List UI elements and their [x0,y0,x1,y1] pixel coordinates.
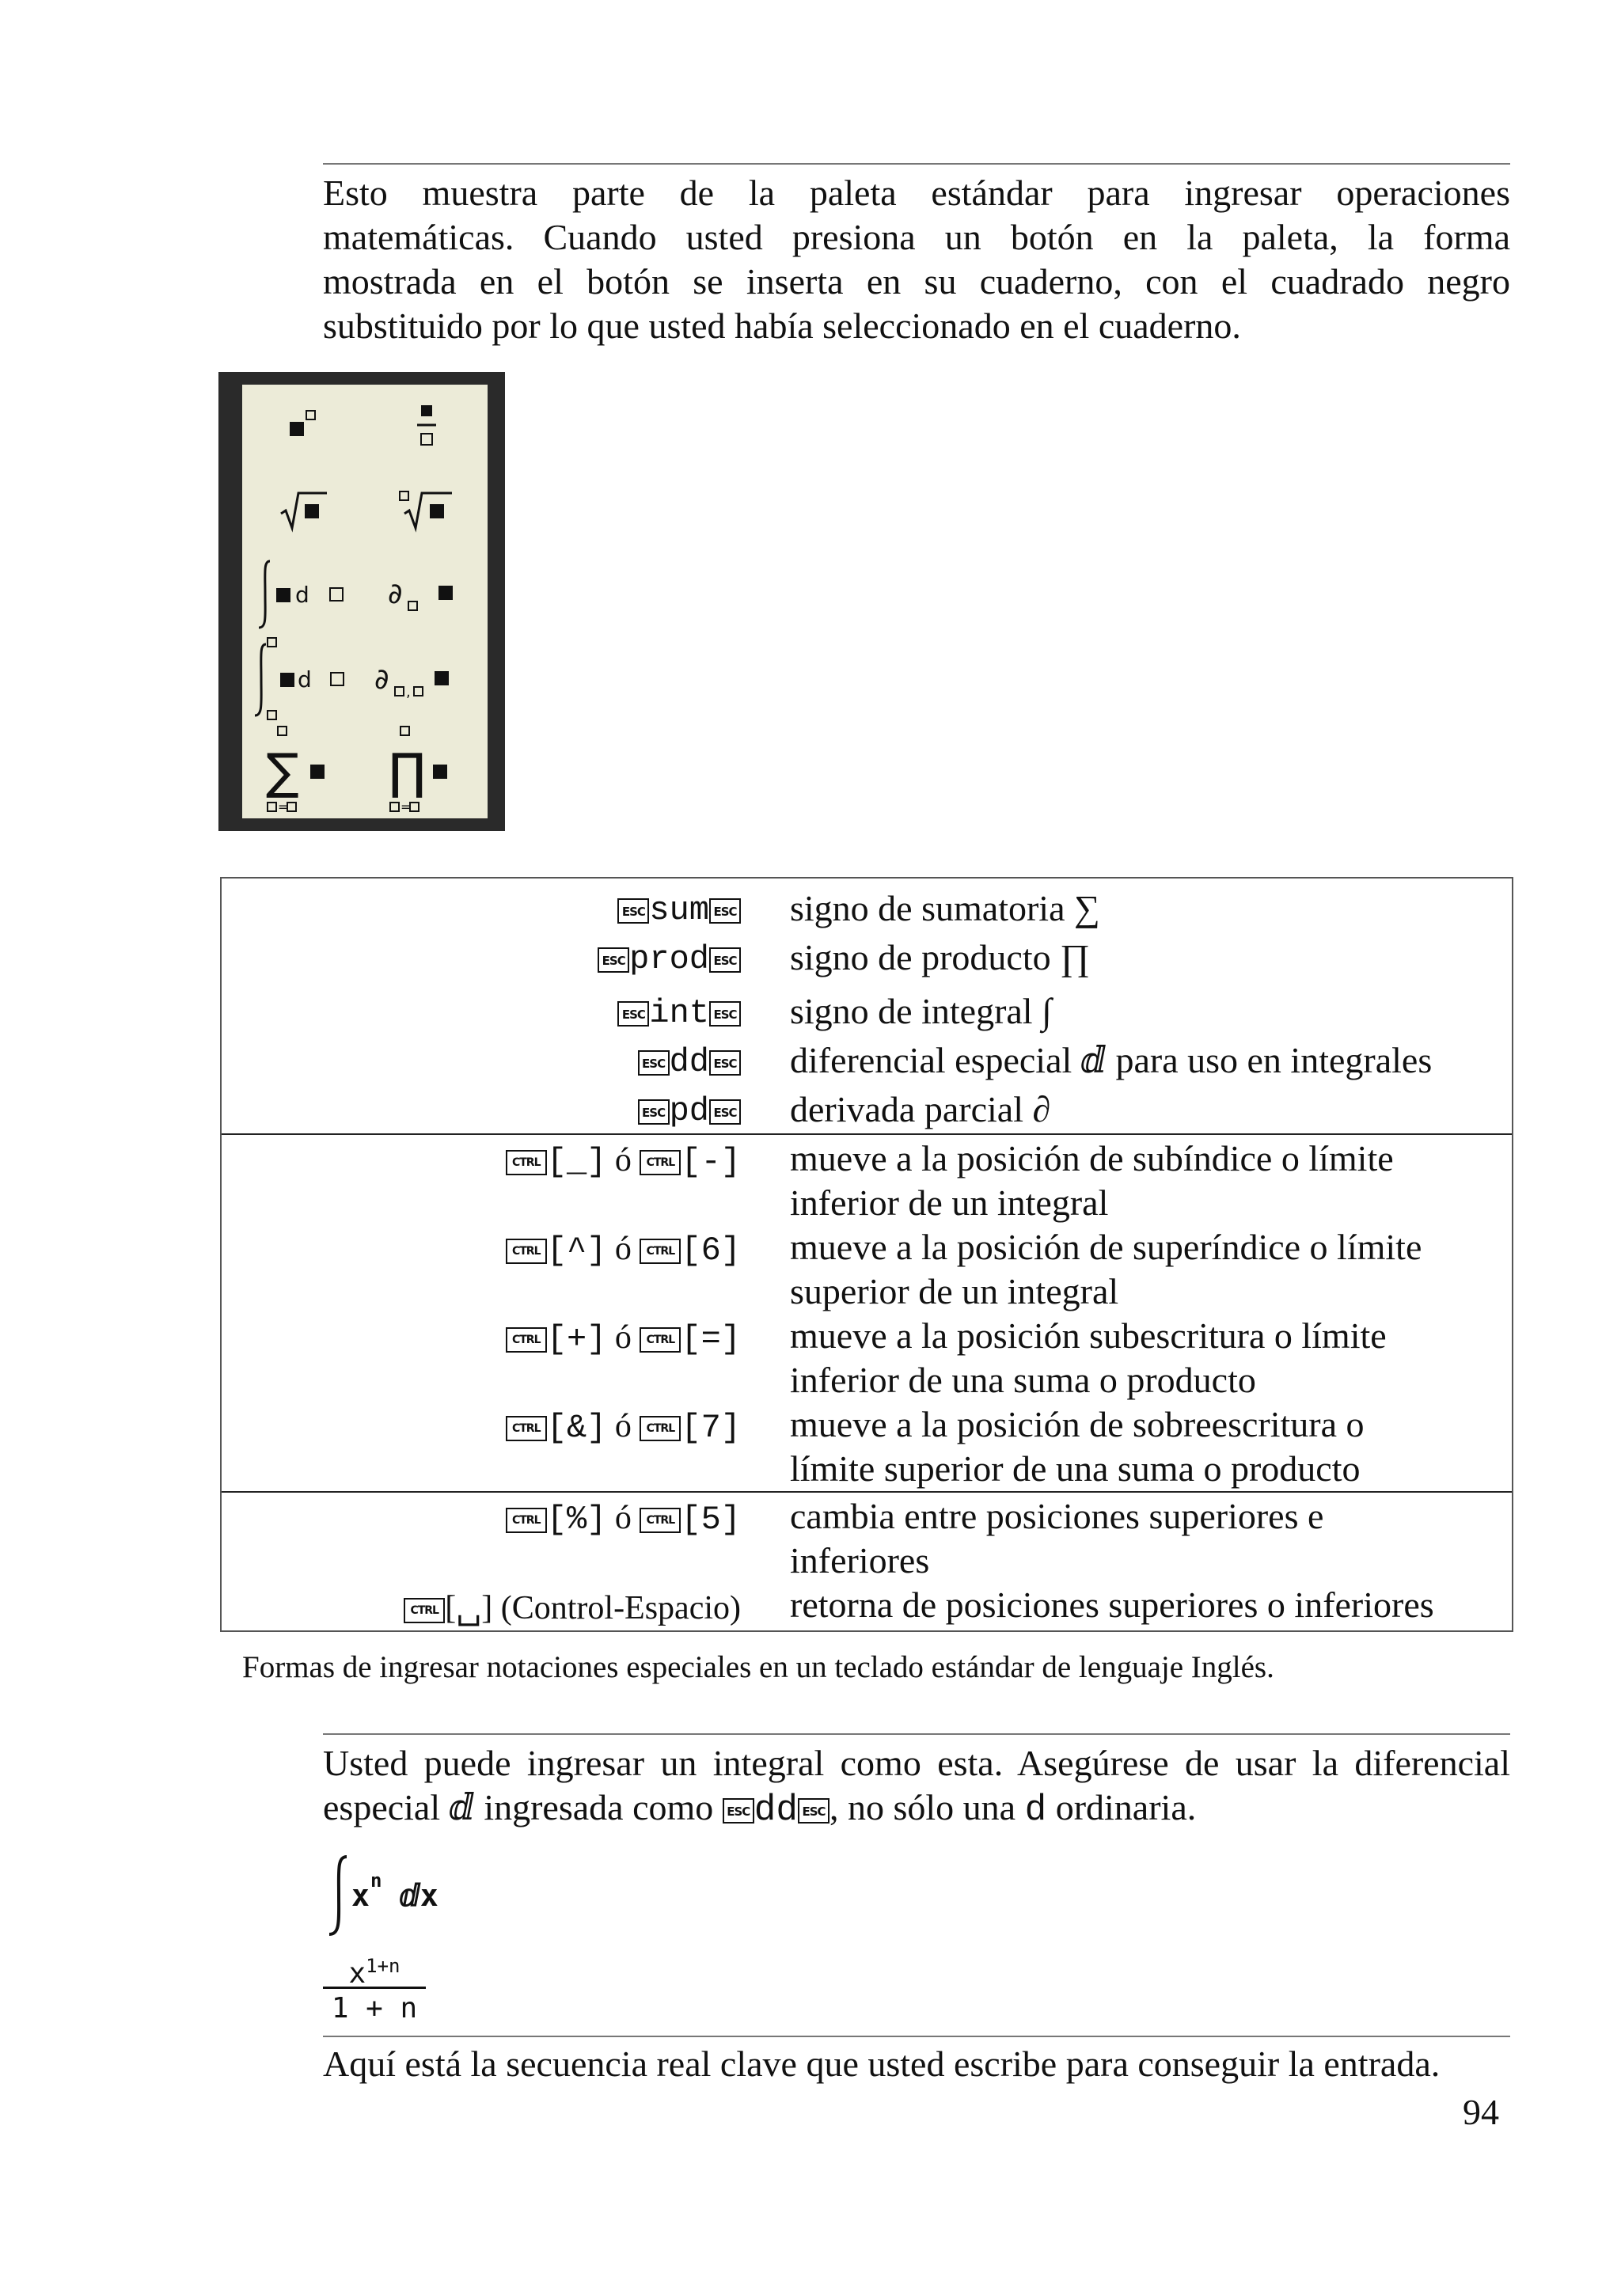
special-input-table [220,877,1513,1632]
nth-root-button[interactable] [365,469,488,552]
esc-code: int [649,994,709,1032]
svg-text:=: = [277,799,288,814]
svg-text:,: , [405,684,411,700]
ctrl-key-icon: CTRL [506,1327,547,1353]
ctrl-key-icon: CTRL [506,1239,547,1264]
svg-text:∂: ∂ [387,578,403,610]
esc-sequence [638,1091,741,1130]
square-root-button[interactable] [242,469,365,552]
esc-sequence [598,939,741,978]
ctrl-key-icon: CTRL [506,1150,547,1175]
desc-text: signo de integral [790,991,1033,1031]
desc-text: inferiores [790,1540,930,1581]
svg-text:d: d [294,582,309,608]
ctrl-key-icon: CTRL [640,1239,681,1264]
ctrl-sequence [506,1230,741,1269]
key-char: [7] [681,1409,741,1447]
text: , no sólo una [829,1787,1016,1827]
esc-key-icon: ESC [617,898,649,924]
ordinary-d: d [1024,1789,1047,1831]
para-line [323,1786,1510,1832]
or-word: ó [614,1142,632,1178]
text: especial [323,1787,441,1827]
esc-key-icon: ESC [798,1798,829,1824]
product-symbol-icon: ∏ [1060,937,1090,977]
desc-text: cambia entre posiciones superiores e [790,1496,1324,1536]
power-button[interactable] [242,385,365,469]
desc-text: retorna de posiciones superiores o inferiores [790,1584,1434,1625]
ctrl-key-icon: CTRL [640,1416,681,1441]
differential-d-icon: ⅆ [1080,1040,1107,1080]
desc-text: mueve a la posición de subíndice o límite [790,1138,1394,1178]
desc-text: signo de producto [790,937,1051,977]
integral-output [323,1947,426,2027]
ctrl-key-icon: CTRL [640,1150,681,1175]
desc-text: mueve a la posición subescritura o límite [790,1315,1387,1356]
key-char: [_] [546,1143,607,1181]
partial-symbol-icon: ∂ [1032,1089,1051,1129]
or-word: ó [614,1231,632,1267]
ctrl-sequence [506,1407,741,1447]
differential-d-icon: ⅆ [449,1787,475,1827]
esc-code: prod [629,940,709,978]
partial-derivative-button[interactable] [365,552,488,636]
desc-text: signo de sumatoria [790,888,1065,928]
esc-key-icon: ESC [709,1050,741,1076]
intro-line: substituido por lo que usted había seleccionado en el cuaderno. [323,306,1241,346]
esc-key-icon: ESC [709,898,741,924]
esc-code: pd [669,1092,709,1130]
ctrl-sequence [506,1141,741,1181]
row-description [790,1087,1502,1132]
row-description [790,935,1502,980]
or-word: ó [614,1408,632,1444]
esc-key-icon: ESC [709,1099,741,1125]
section-rule [323,1733,1510,1735]
basic-input-palette [218,372,505,831]
or-word: ó [614,1319,632,1356]
desc-text: inferior de una suma o producto [790,1360,1256,1400]
fraction-button[interactable] [365,385,488,469]
key-char: [&] [546,1409,607,1447]
svg-text:∑: ∑ [265,742,299,800]
key-char: [6] [681,1231,741,1269]
integral-input [323,1852,481,1939]
svg-text:d: d [297,666,312,693]
ctrl-sequence [506,1319,741,1358]
fraction-bar [323,1987,426,1989]
sum-symbol-icon: ∑ [1074,888,1100,928]
or-word: ó [614,1500,632,1536]
row-description [790,886,1502,931]
table-divider [222,1133,1512,1135]
key-char: [=] [681,1320,741,1358]
row-description [790,1314,1502,1402]
svg-text:x: x [351,1878,370,1913]
page-number: 94 [1463,2092,1499,2132]
esc-sequence [638,1042,741,1081]
desc-text: mueve a la posición de sobreescritura o [790,1404,1365,1444]
key-char: [5] [681,1501,741,1539]
table-divider [222,1491,1512,1493]
intro-line: Esto muestra parte de la paleta estándar para ingresar operaciones [323,173,1510,213]
desc-text: mueve a la posición de superíndice o límite [790,1227,1422,1267]
svg-text:n: n [370,1869,382,1892]
sum-button[interactable] [242,723,365,818]
row-description [790,1494,1502,1583]
desc-text: superior de un integral [790,1271,1119,1311]
text: ordinaria. [1055,1787,1197,1827]
definite-integral-button[interactable] [242,636,365,723]
key-char: [-] [681,1143,741,1181]
denominator: 1 + n [331,1992,418,2025]
row-description [790,989,1502,1034]
esc-key-icon: ESC [638,1099,670,1125]
esc-key-icon: ESC [723,1798,754,1824]
key-char: [%] [546,1501,607,1539]
integral-symbol-icon: ∫ [1042,991,1052,1031]
desc-text: límite superior de una suma o producto [790,1448,1361,1489]
row-description [790,1038,1502,1083]
numerator: $x^{1+n}$ [348,1955,401,1990]
svg-text:∂: ∂ [374,663,389,696]
text: ingresada como [484,1787,714,1827]
esc-sequence [617,890,741,929]
table-caption: Formas de ingresar notaciones especiales en un teclado estándar de lenguaje Inglés. [242,1650,1274,1684]
esc-key-icon: ESC [598,947,629,973]
esc-code: dd [669,1043,709,1081]
esc-key-icon: ESC [638,1050,670,1076]
esc-key-icon: ESC [709,947,741,973]
row-description [790,1225,1502,1314]
ctrl-key-icon: CTRL [640,1327,681,1353]
palette-grid [242,385,488,818]
intro-paragraph [323,171,1510,348]
svg-text:ⅆx: ⅆx [399,1878,438,1913]
intro-line: mostrada en el botón se inserta en su cuaderno, con el cuadrado negro [323,261,1510,302]
ctrl-sequence [404,1588,741,1627]
para-line: Usted puede ingresar un integral como esta. Asegúrese de usar la diferencial [323,1743,1510,1783]
key-char: [␣] (Control-Espacio) [445,1590,741,1626]
row-description [790,1583,1502,1627]
key-char: [^] [546,1231,607,1269]
desc-text: derivada parcial [790,1089,1023,1129]
ctrl-key-icon: CTRL [506,1416,547,1441]
esc-key-icon: ESC [709,1001,741,1027]
intro-line: matemáticas. Cuando usted presiona un botón en la paleta, la forma [323,217,1510,257]
ctrl-sequence [506,1499,741,1539]
closing-rule [323,2036,1510,2037]
integral-input-graphic [323,1852,481,1939]
top-rule [323,163,1510,165]
desc-text: inferior de un integral [790,1182,1109,1223]
svg-text:∏: ∏ [388,742,426,800]
mixed-partial-derivative-button[interactable] [365,636,488,723]
desc-text: diferencial especial [790,1040,1072,1080]
ctrl-key-icon: CTRL [506,1508,547,1533]
desc-text: para uso en integrales [1115,1040,1433,1080]
esc-code: sum [649,891,709,929]
row-description [790,1137,1502,1225]
ctrl-key-icon: CTRL [640,1508,681,1533]
indefinite-integral-button[interactable] [242,552,365,636]
key-char: [+] [546,1320,607,1358]
product-button[interactable] [365,723,488,818]
svg-text:=: = [400,799,411,814]
esc-key-icon: ESC [617,1001,649,1027]
row-description [790,1402,1502,1491]
closing-sentence: Aquí está la secuencia real clave que usted escribe para conseguir la entrada. [323,2044,1441,2084]
esc-code: dd [754,1789,798,1831]
integral-paragraph [323,1741,1510,1832]
esc-sequence [617,992,741,1032]
ctrl-key-icon: CTRL [404,1598,445,1623]
